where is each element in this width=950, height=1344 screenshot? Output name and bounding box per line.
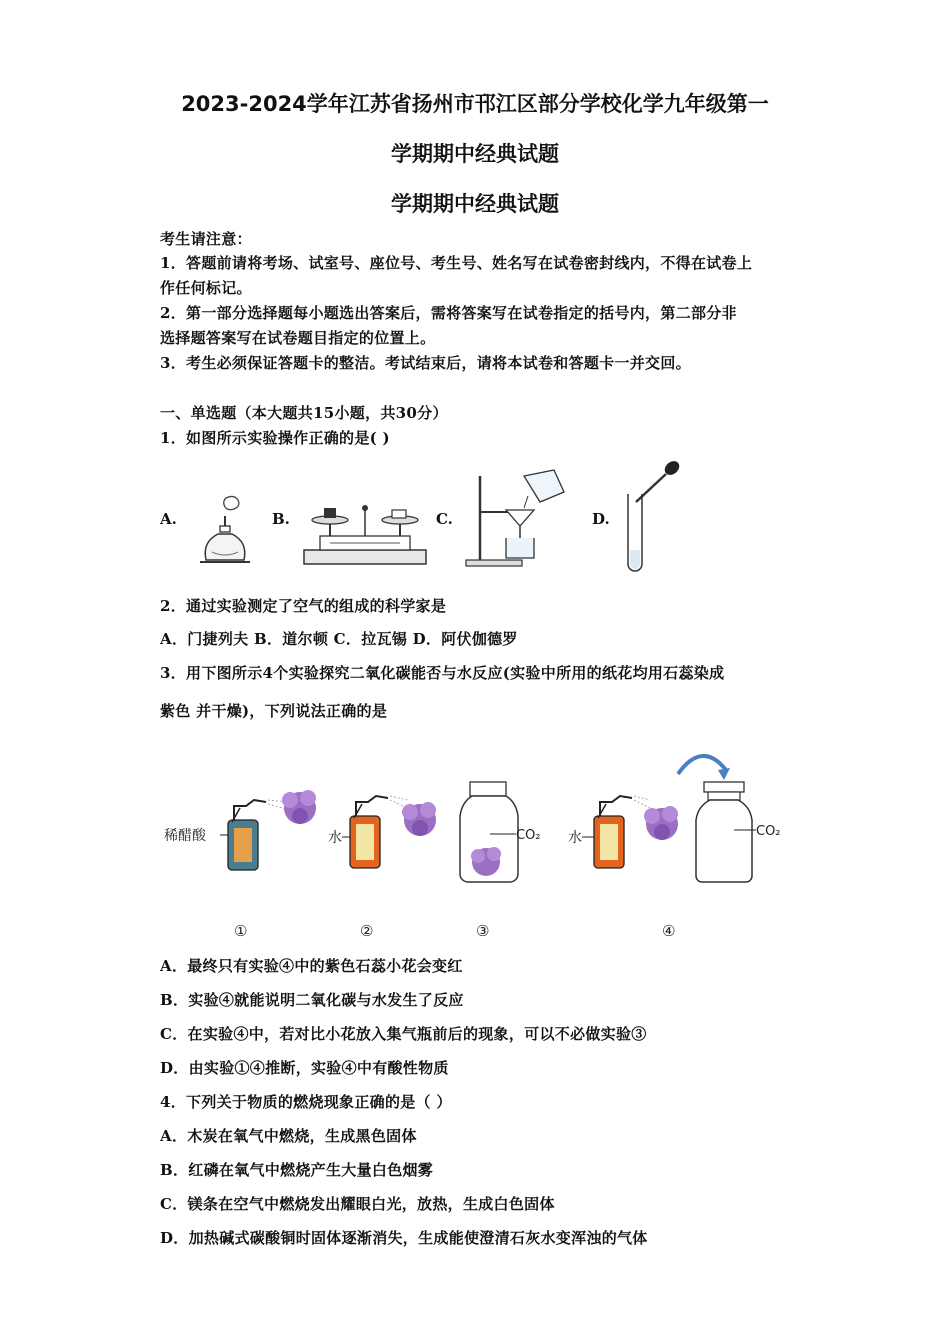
q4-option-d: D．加热碱式碳酸铜时固体逐渐消失，生成能使澄清石灰水变浑浊的气体 bbox=[160, 1229, 648, 1247]
notice-item1-line2: 作任何标记。 bbox=[160, 279, 252, 297]
notice-item2-line2: 选择题答案写在试卷题目指定的位置上。 bbox=[160, 329, 436, 347]
filtration-figure bbox=[462, 468, 572, 568]
experiment-number-2: ② bbox=[360, 922, 374, 940]
label-water-2: 水 bbox=[568, 830, 582, 846]
spray-bottle-2 bbox=[350, 796, 388, 868]
co2-experiment-figure bbox=[150, 738, 800, 948]
purple-flower-2 bbox=[402, 802, 436, 836]
label-dilute-acetic-acid: 稀醋酸 bbox=[164, 828, 206, 844]
q4-option-c: C．镁条在空气中燃烧发出耀眼白光，放热，生成白色固体 bbox=[160, 1195, 555, 1213]
experiment-number-4: ④ bbox=[662, 922, 676, 940]
section-heading: 一、单选题（本大题共15小题，共30分） bbox=[160, 404, 448, 422]
notice-item2-line1: 2．第一部分选择题每小题选出答案后，需将答案写在试卷指定的括号内，第二部分非 bbox=[160, 304, 737, 322]
q2-stem: 2．通过实验测定了空气的组成的科学家是 bbox=[160, 597, 447, 615]
dropper-figure bbox=[620, 458, 690, 574]
spray-bottle-1 bbox=[228, 800, 266, 870]
q4-stem: 4．下列关于物质的燃烧现象正确的是（ ） bbox=[160, 1093, 452, 1111]
notice-item3: 3．考生必须保证答题卡的整洁。考试结束后，请将本试卷和答题卡一并交回。 bbox=[160, 354, 691, 372]
q2-options: A．门捷列夫 B．道尔顿 C．拉瓦锡 D．阿伏伽德罗 bbox=[160, 630, 518, 648]
gas-jar-3 bbox=[460, 782, 518, 882]
notice-item1-line1: 1．答题前请将考场、试室号、座位号、考生号、姓名写在试卷密封线内，不得在试卷上 bbox=[160, 254, 753, 272]
q3-option-c: C．在实验④中，若对比小花放入集气瓶前后的现象，可以不必做实验③ bbox=[160, 1025, 647, 1043]
purple-flower-1 bbox=[282, 790, 316, 824]
label-co2-jar3: CO₂ bbox=[516, 828, 541, 843]
balance-figure bbox=[300, 498, 430, 568]
purple-flower-4 bbox=[644, 806, 678, 840]
q1-label-c: C. bbox=[436, 510, 453, 528]
q3-option-b: B．实验④就能说明二氧化碳与水发生了反应 bbox=[160, 991, 464, 1009]
label-co2-jar4: CO₂ bbox=[756, 824, 781, 839]
q4-option-b: B．红磷在氧气中燃烧产生大量白色烟雾 bbox=[160, 1161, 434, 1179]
experiment-number-3: ③ bbox=[476, 922, 490, 940]
exam-title-line2: 学期期中经典试题 bbox=[391, 142, 559, 166]
q1-stem: 1．如图所示实验操作正确的是( ) bbox=[160, 429, 390, 447]
q3-option-a: A．最终只有实验④中的紫色石蕊小花会变红 bbox=[160, 957, 463, 975]
q1-label-d: D. bbox=[592, 510, 610, 528]
q3-stem-line2: 紫色 并干燥)，下列说法正确的是 bbox=[160, 702, 388, 720]
q3-option-d: D．由实验①④推断，实验④中有酸性物质 bbox=[160, 1059, 449, 1077]
gas-jar-4 bbox=[696, 782, 752, 882]
q3-stem-line1: 3．用下图所示4个实验探究二氧化碳能否与水反应(实验中所用的纸花均用石蕊染成 bbox=[160, 664, 725, 682]
transfer-arrow-head bbox=[718, 768, 730, 780]
alcohol-lamp-figure bbox=[192, 492, 262, 572]
q4-option-a: A．木炭在氧气中燃烧，生成黑色固体 bbox=[160, 1127, 417, 1145]
spray-bottle-4 bbox=[594, 796, 632, 868]
notice-heading: 考生请注意： bbox=[160, 230, 252, 248]
exam-title-line3: 学期期中经典试题 bbox=[391, 192, 559, 216]
q1-label-b: B. bbox=[272, 510, 290, 528]
q1-label-a: A. bbox=[160, 510, 177, 528]
experiment-number-1: ① bbox=[234, 922, 248, 940]
label-water-1: 水 bbox=[328, 830, 342, 846]
exam-title-line1: 2023-2024学年江苏省扬州市邗江区部分学校化学九年级第一 bbox=[181, 92, 769, 116]
